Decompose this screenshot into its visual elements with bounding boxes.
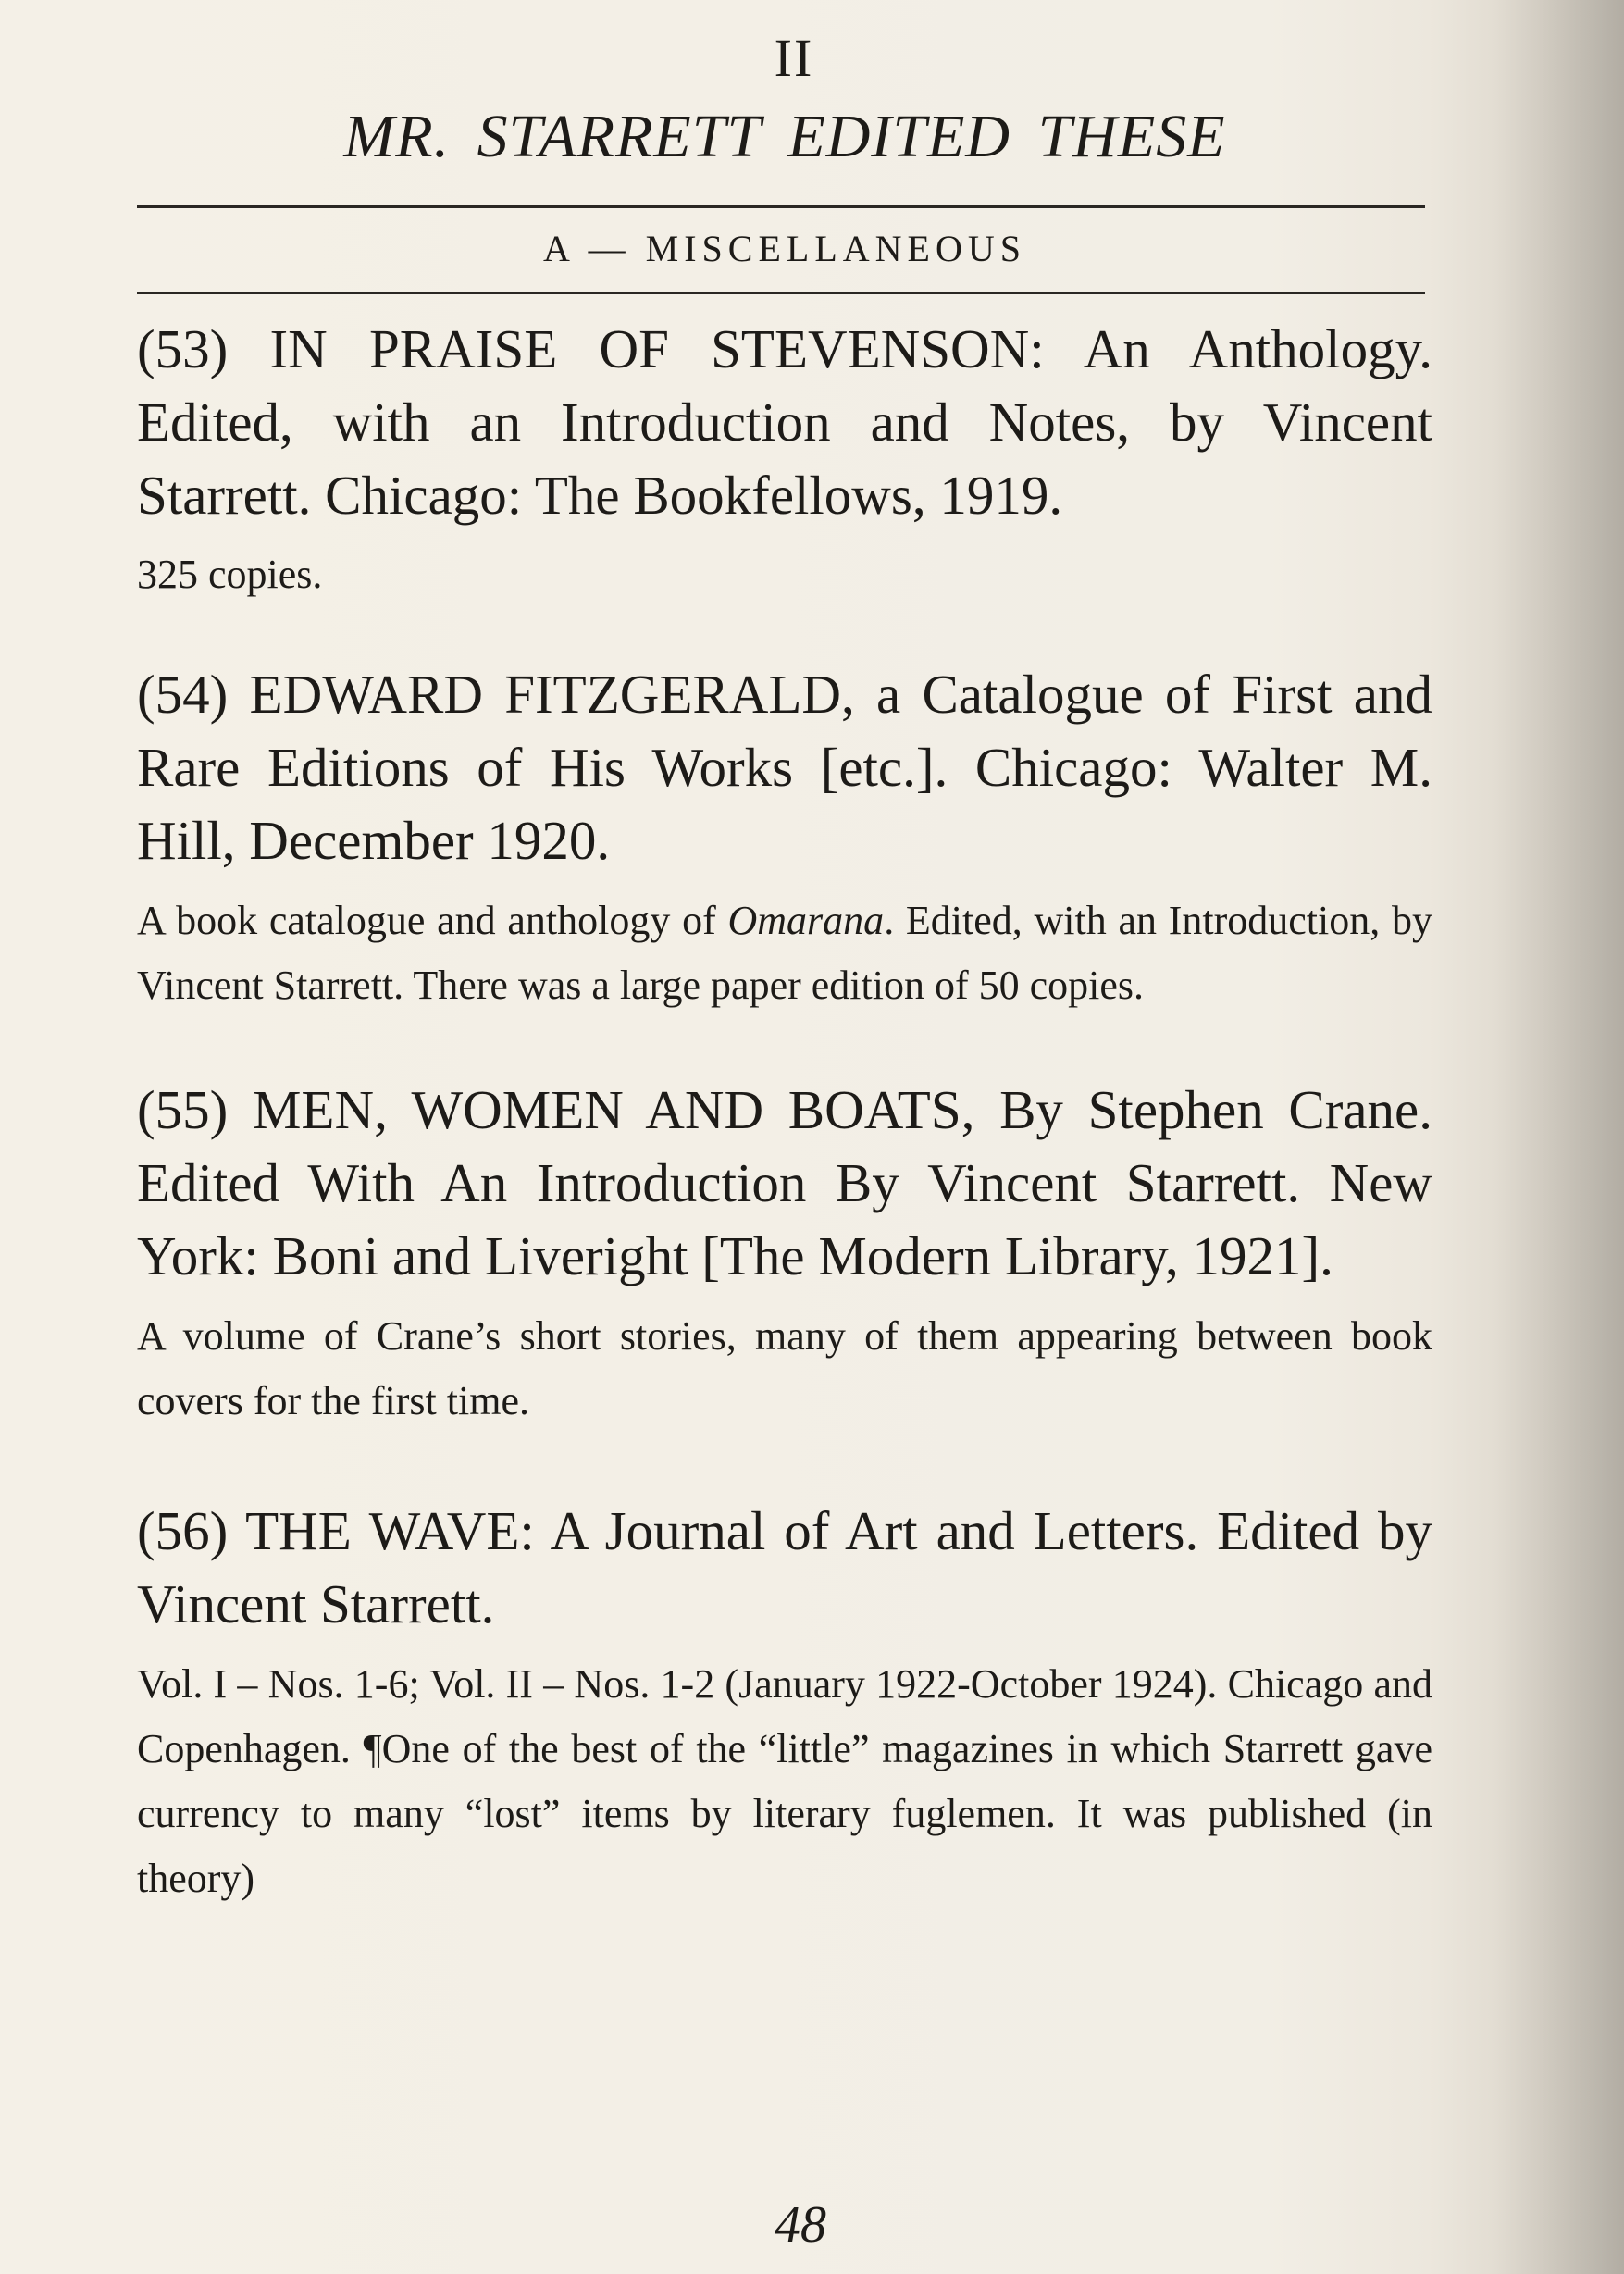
top-rule	[137, 205, 1425, 208]
page-content	[137, 26, 1432, 1911]
entry-note-text: 325 copies.	[137, 552, 323, 597]
entry-heading: (54) EDWARD FITZGERALD, a Catalogue of First and Rare Editions of His Works [etc.]. Chicago: Walter M. Hill, December 1920.	[137, 664, 1432, 871]
entry-heading: (55) MEN, WOMEN AND BOATS, By Stephen Crane. Edited With An Introduction By Vincent Starrett. New York: Boni and Liveright [The Modern Library, 1921].	[137, 1079, 1432, 1286]
entry-53	[137, 313, 1432, 601]
entry-heading: (56) THE WAVE: A Journal of Art and Letters. Edited by Vincent Starrett.	[137, 1500, 1432, 1634]
bottom-rule	[137, 292, 1425, 294]
entry-55	[137, 1074, 1432, 1434]
entry-note	[137, 888, 1432, 1018]
chapter-number: II	[774, 28, 814, 88]
entry-note-text: A volume of Crane’s short stories, many of them appearing between book covers for the first time.	[137, 1313, 1432, 1423]
entry-note-text: A book catalogue and anthology of	[137, 898, 728, 943]
chapter-title: MR. STARRETT EDITED THESE	[343, 103, 1226, 170]
entry-note	[137, 1304, 1432, 1434]
entry-note-italic: Omarana	[727, 898, 885, 943]
entry-note-text: Vol. I – Nos. 1-6; Vol. II – Nos. 1-2 (January 1922-October 1924). Chicago and Copenhagen. ¶One of the best of the “little” magazines in which Starrett gave currency to many “lost” items by literary fuglemen. It was published (in theory)	[137, 1661, 1432, 1901]
page-number: 48	[775, 2196, 826, 2254]
entry-note	[137, 549, 1432, 601]
section-label: A — MISCELLANEOUS	[542, 228, 1027, 269]
entry-heading: (53) IN PRAISE OF STEVENSON: An Anthology. Edited, with an Introduction and Notes, by Vincent Starrett. Chicago: The Bookfellows, 1919.	[137, 318, 1432, 526]
entry-note-text-end: . Edited, with an Introduction, by Vincent Starrett. There was a large paper edition of 50 copies.	[137, 898, 1432, 1008]
page-edge-shadow	[1494, 0, 1624, 2274]
entry-56	[137, 1495, 1432, 1911]
entry-note	[137, 1652, 1432, 1911]
entry-54	[137, 658, 1432, 1018]
